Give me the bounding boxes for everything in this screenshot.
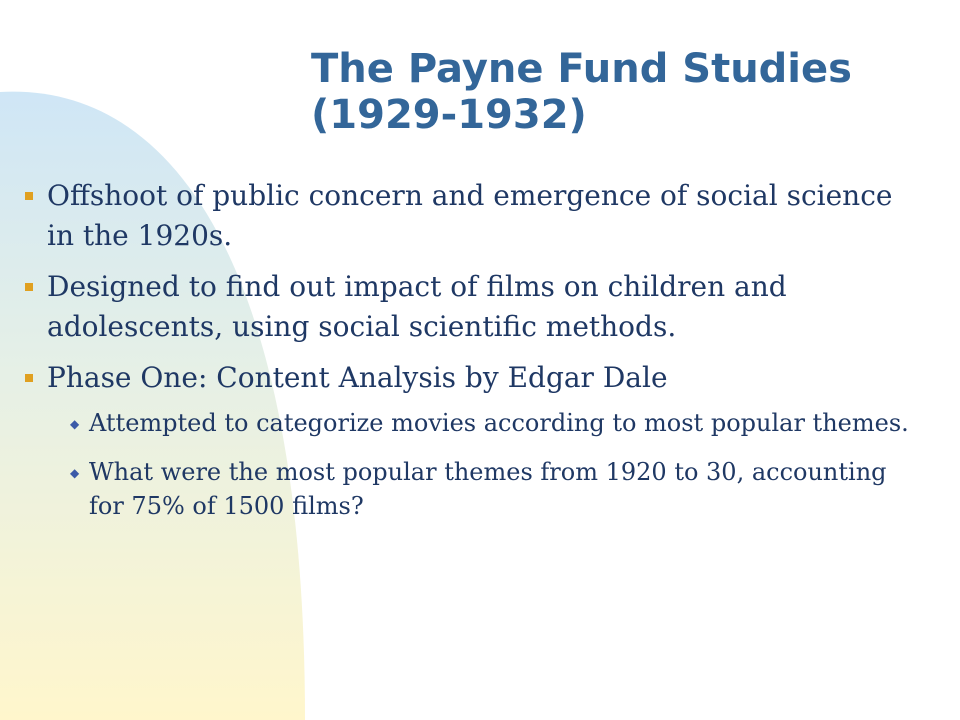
bullet-text: Designed to find out impact of films on children and adolescents, using social scientific methods.	[47, 270, 787, 343]
bullet-text: Offshoot of public concern and emergence of social science in the 1920s.	[47, 179, 893, 252]
square-bullet-icon	[25, 283, 33, 291]
sub-bullet-text: Attempted to categorize movies according to most popular themes.	[89, 409, 909, 437]
slide-title	[311, 46, 931, 138]
sub-bullet-text: What were the most popular themes from 1920 to 30, accounting for 75% of 1500 films?	[89, 458, 887, 520]
bullet-item	[18, 267, 918, 347]
bullet-list	[18, 176, 918, 538]
sub-bullet-item	[47, 455, 918, 523]
sub-bullet-list	[47, 406, 918, 523]
bullet-text: Phase One: Content Analysis by Edgar Dale	[47, 361, 668, 394]
sub-bullet-item	[47, 406, 918, 440]
diamond-bullet-icon: ◆	[70, 466, 80, 480]
square-bullet-icon	[25, 374, 33, 382]
title-line-2: (1929-1932)	[311, 92, 587, 138]
diamond-bullet-icon: ◆	[70, 417, 80, 431]
title-line-1: The Payne Fund Studies	[311, 46, 852, 92]
bullet-item	[18, 176, 918, 256]
square-bullet-icon	[25, 192, 33, 200]
bullet-item	[18, 358, 918, 523]
